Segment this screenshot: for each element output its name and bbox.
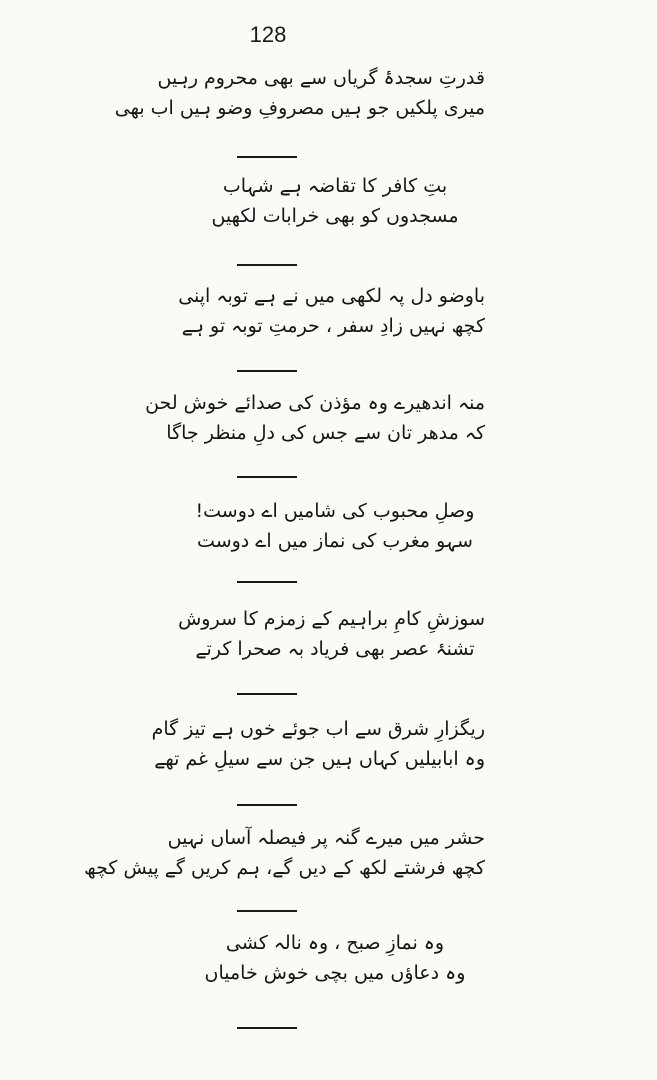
- verse-line: حشر میں میرے گنہ پر فیصلہ آساں نہیں: [167, 827, 485, 849]
- stanza-9: [185, 928, 485, 988]
- stanza-7: [151, 714, 485, 774]
- verse-line: وہ نمازِ صبح ، وہ نالہ کشی: [225, 932, 445, 954]
- stanza-2: [185, 171, 485, 231]
- stanza-separator: [237, 156, 297, 158]
- verse-line: منہ اندھیرے وہ مؤذن کی صدائے خوش لحن: [145, 392, 485, 414]
- stanza-1: [114, 63, 485, 123]
- verse-line: ریگزارِ شرق سے اب جوئے خوں ہے تیز گام: [151, 718, 485, 740]
- verse-line: سہو مغرب کی نماز میں اے دوست: [197, 530, 473, 552]
- stanza-separator: [237, 476, 297, 478]
- stanza-4: [145, 388, 485, 448]
- verse-line: سوزشِ کامِ براہیم کے زمزم کا سروش: [178, 608, 485, 630]
- stanza-separator: [237, 581, 297, 583]
- verse-line: کچھ نہیں زادِ سفر ، حرمتِ توبہ تو ہے: [181, 315, 485, 337]
- verse-line: تشنۂ عصر بھی فریاد بہ صحرا کرتے: [195, 638, 475, 660]
- verse-line: قدرتِ سجدۂ گریاں سے بھی محروم رہیں: [157, 67, 485, 89]
- verse-line: میری پلکیں جو ہیں مصروفِ وضو ہیں اب بھی: [114, 97, 485, 119]
- stanza-3: [178, 281, 485, 341]
- stanza-5: [185, 496, 485, 556]
- page-number: 128: [249, 22, 287, 47]
- verse-line: کچھ فرشتے لکھ کے دیں گے، ہم کریں گے پیش کچھ: [84, 857, 485, 879]
- verse-line: مسجدوں کو بھی خرابات لکھیں: [211, 205, 459, 227]
- stanza-separator: [237, 1027, 297, 1029]
- stanza-separator: [237, 910, 297, 912]
- verse-line: باوضو دل پہ لکھی میں نے ہے توبہ اپنی: [178, 285, 485, 307]
- verse-line: وہ ابابیلیں کہاں ہیں جن سے سیلِ غم تھے: [154, 748, 485, 770]
- stanza-separator: [237, 804, 297, 806]
- stanza-6: [178, 604, 485, 664]
- verse-line: کہ مدھر تان سے جس کی دلِ منظر جاگا: [166, 422, 485, 444]
- stanza-separator: [237, 693, 297, 695]
- verse-line: وہ دعاؤں میں بچی خوش خامیاں: [204, 962, 466, 984]
- stanza-8: [84, 823, 485, 883]
- verse-line: بتِ کافر کا تقاضہ ہے شہاب: [222, 175, 448, 197]
- stanza-separator: [237, 264, 297, 266]
- stanza-separator: [237, 370, 297, 372]
- verse-line: وصلِ محبوب کی شامیں اے دوست!: [195, 500, 475, 522]
